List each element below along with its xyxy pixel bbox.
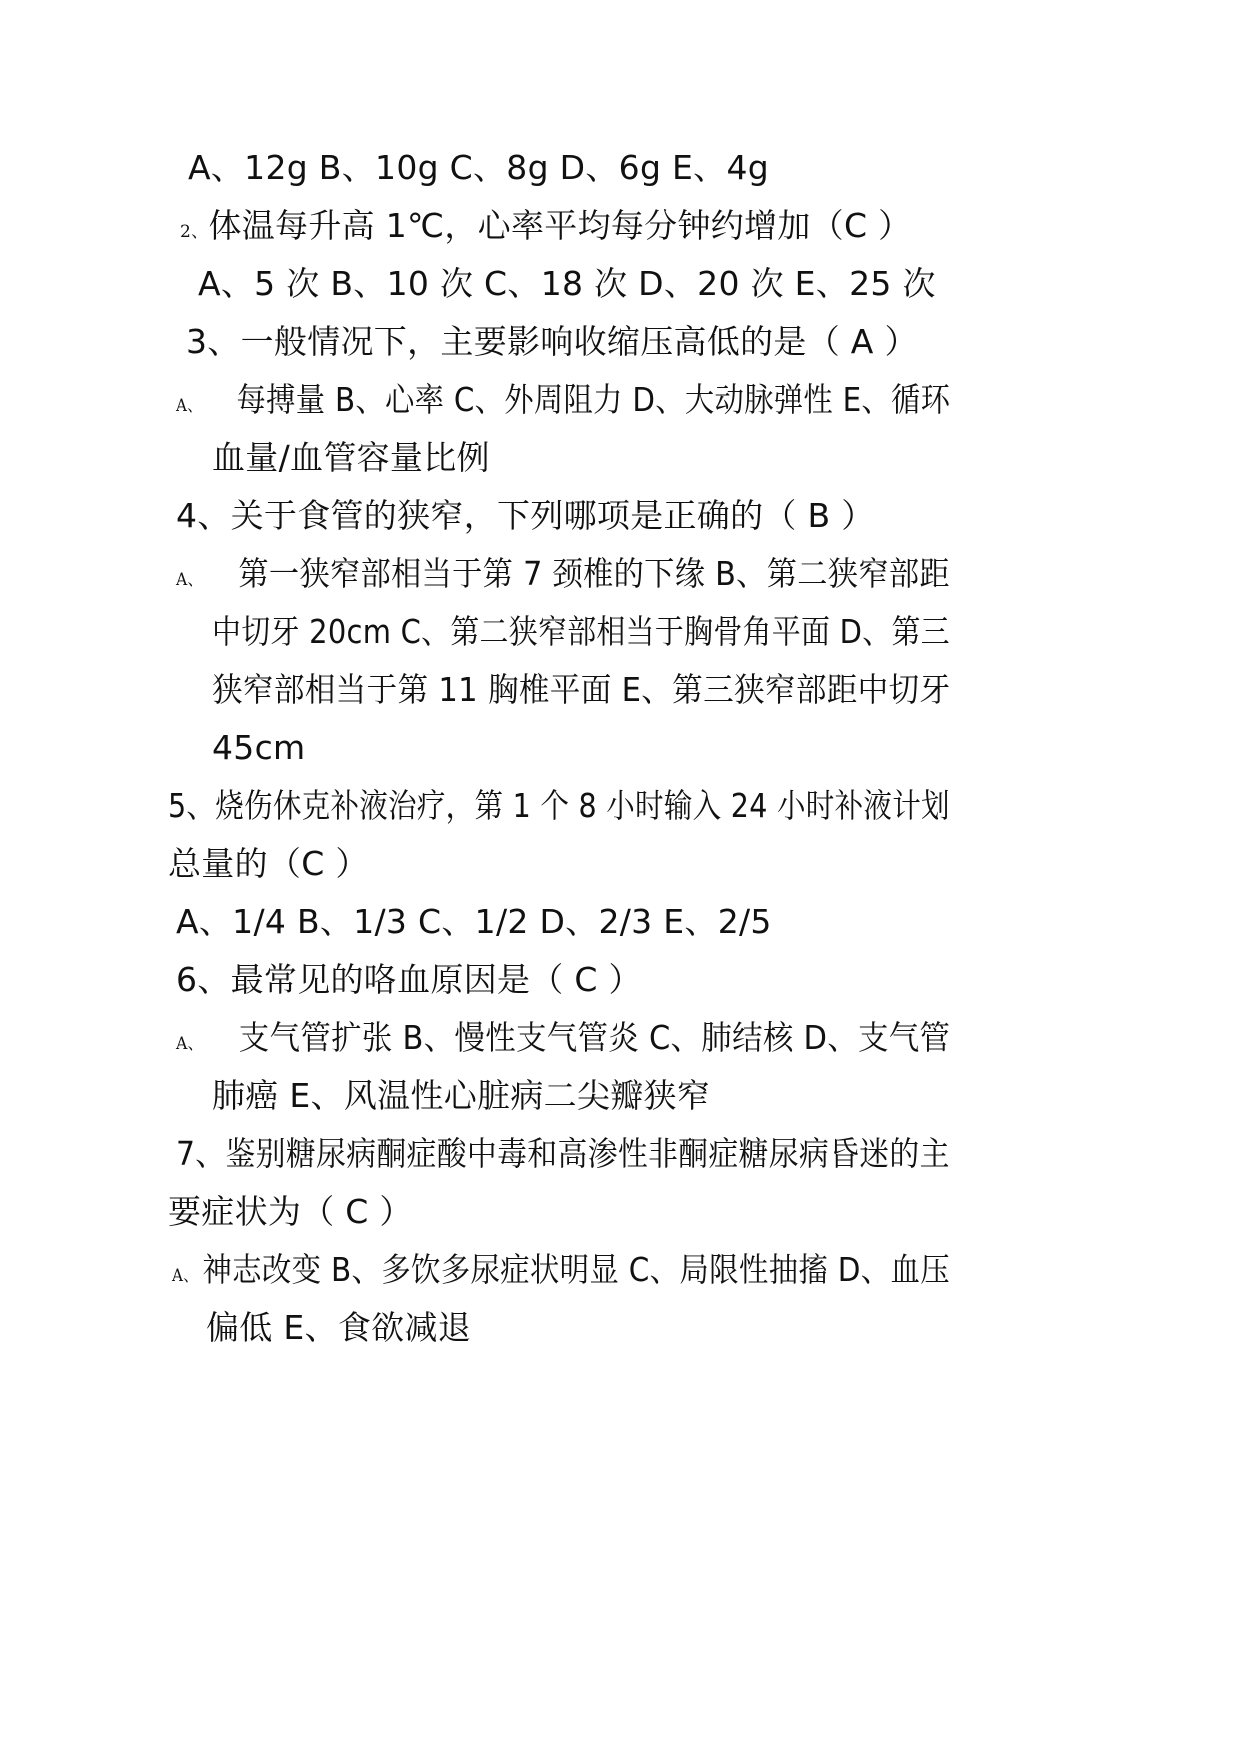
q2-options-text: A、5 次 B、10 次 C、18 次 D、20 次 E、25 次 — [198, 264, 936, 303]
q3-options-line-2 — [212, 438, 490, 478]
q1-options — [188, 148, 769, 188]
q3-options-text-1: 每搏量 B、心率 C、外周阻力 D、大动脉弹性 E、循环 — [236, 380, 951, 419]
question-2-number: 2、 — [180, 222, 209, 242]
q4-options-line-1 — [176, 554, 950, 600]
question-7-line-2 — [168, 1192, 413, 1232]
question-5-line-2 — [168, 844, 369, 884]
q3-options-line-1 — [176, 380, 950, 426]
question-2 — [180, 206, 911, 252]
q4-options-text-4: 45cm — [212, 728, 306, 767]
question-5-text-2: 总量的（C ） — [168, 844, 369, 883]
q7-options-text-1: 神志改变 B、多饮多尿症状明显 C、局限性抽搐 D、血压 — [202, 1250, 950, 1289]
question-3-text: 3、一般情况下，主要影响收缩压高低的是（ A ） — [186, 322, 918, 361]
q4-option-label: A、 — [176, 570, 204, 590]
q4-options-text-3: 狭窄部相当于第 11 胸椎平面 E、第三狭窄部距中切牙 — [212, 670, 951, 709]
q5-options-text: A、1/4 B、1/3 C、1/2 D、2/3 E、2/5 — [176, 902, 772, 941]
question-6 — [176, 960, 642, 1000]
question-7-text-2: 要症状为（ C ） — [168, 1192, 413, 1231]
question-5-line-1 — [168, 786, 950, 826]
q1-options-text: A、12g B、10g C、8g D、6g E、4g — [188, 148, 769, 187]
q2-options — [198, 264, 936, 304]
question-7-line-1 — [176, 1134, 950, 1174]
q4-options-line-4 — [212, 728, 305, 768]
q6-options-text-1: 支气管扩张 B、慢性支气管炎 C、肺结核 D、支气管 — [238, 1018, 951, 1057]
q7-option-label: A、 — [172, 1266, 199, 1286]
q5-options — [176, 902, 772, 942]
question-5-text-1: 5、烧伤休克补液治疗，第 1 个 8 小时输入 24 小时补液计划 — [168, 786, 950, 825]
q3-options-text-2: 血量/血管容量比例 — [212, 438, 490, 477]
q4-options-text-1: 第一狭窄部相当于第 7 颈椎的下缘 B、第二狭窄部距 — [238, 554, 950, 593]
q6-options-line-1 — [176, 1018, 950, 1064]
q7-options-line-1 — [172, 1250, 950, 1296]
question-6-text: 6、最常见的咯血原因是（ C ） — [176, 960, 642, 999]
question-4-text: 4、关于食管的狭窄，下列哪项是正确的（ B ） — [176, 496, 875, 535]
q6-options-text-2: 肺癌 E、风温性心脏病二尖瓣狭窄 — [212, 1076, 711, 1115]
question-4 — [176, 496, 875, 536]
q7-options-text-2: 偏低 E、食欲减退 — [206, 1308, 472, 1347]
q6-option-label: A、 — [176, 1034, 204, 1054]
question-3 — [186, 322, 918, 362]
q7-options-line-2 — [206, 1308, 471, 1348]
question-2-text: 体温每升高 1℃，心率平均每分钟约增加（C ） — [208, 206, 912, 245]
q4-options-line-3 — [212, 670, 950, 710]
q6-options-line-2 — [212, 1076, 710, 1116]
q3-option-label: A、 — [176, 396, 203, 416]
q4-options-text-2: 中切牙 20cm C、第二狭窄部相当于胸骨角平面 D、第三 — [212, 612, 950, 651]
q4-options-line-2 — [212, 612, 950, 652]
question-7-text-1: 7、鉴别糖尿病酮症酸中毒和高渗性非酮症糖尿病昏迷的主 — [176, 1134, 950, 1173]
